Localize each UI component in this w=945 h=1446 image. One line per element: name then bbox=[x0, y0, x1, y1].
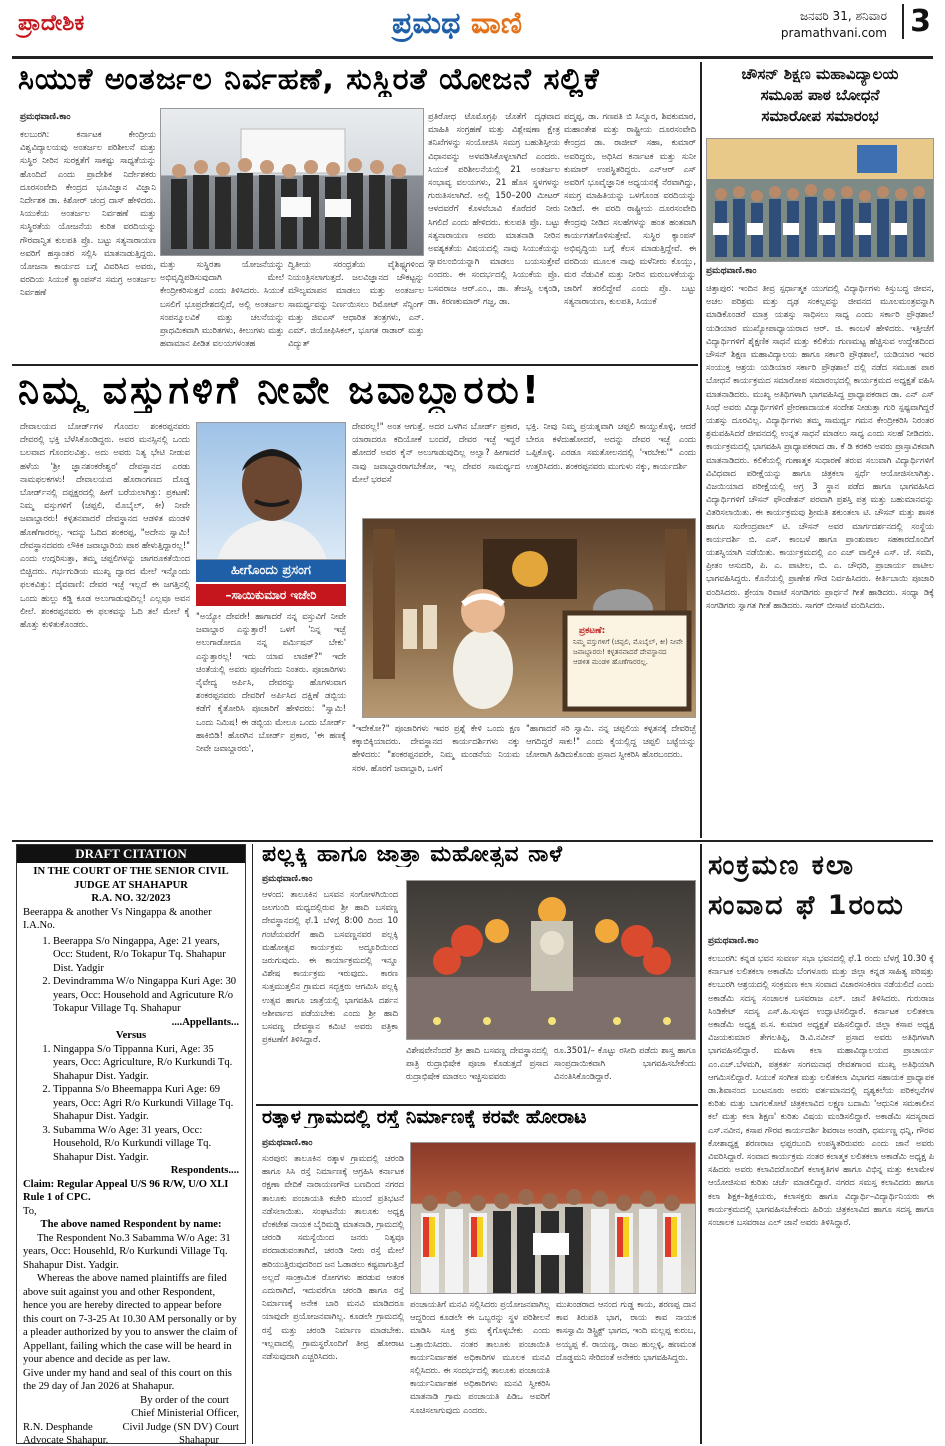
given-line: Give under my hand and seal of this court on this the 29 day of Jan 2026 at Shahapur. bbox=[23, 1367, 232, 1392]
story4-headline: ಪಲ್ಲಕ್ಕಿ ಹಾಗೂ ಜಾತ್ರಾ ಮಹೋತ್ಸವ ನಾಳೆ bbox=[262, 842, 564, 867]
section-label: ಪ್ರಾದೇಶಿಕ bbox=[18, 10, 85, 36]
right-column-divider bbox=[700, 62, 702, 838]
date-block bbox=[781, 8, 887, 42]
story1-col2: ಮತ್ತು ಸುಸ್ಥಿರತಾ ಯೋಜನೆಯನ್ನು ಅಭಿವೃದ್ಧಿಪಡಿಸುವುದಾಗಿ ಮೇಲೆ ಕೇಂದ್ರೀಕರಿಸುತ್ತದೆ ಎಂದು ತಿಳಿಸಿದರು. ಸಿಯುಕೆ ಬಸಲಿಗೆ ಭೂಪ್ರದೇಶದಲ್ಲಿದೆ, ಅಲ್ಲಿ ಅಂತರ್ಜಲ ಸಂಪನ್ಮೂಲವಿಕೆ ಮತ್ತು ಚಲನೆಯನ್ನು ಪ್ರಾಥಮಿಕವಾಗಿ ಮುರಿತಗಳು, ಕೀಲುಗಳು ಮತ್ತು ಹವಾಮಾನ ಪೀಡಿತ ವಲಯಗಳಂತಹ bbox=[160, 259, 284, 349]
case-number: R.A. NO. 32/2023 bbox=[91, 893, 171, 904]
story5-col2: ಪಂಚಾಯತಿಗೆ ಮನವಿ ಸಲ್ಲಿಸಿದರು ಪ್ರಯೋಜನವಾಗಿಲ್ಲ ಆದ್ದರಿಂದ ಕೂಡಲೇ ಈ ಒಬ್ಬರನ್ನು ಸ್ಥಳ ಪರಿಶೀಲನೆ ಮಾಡಿಸಿ ಸೂಕ್ತ ಕ್ರಮ ಕೈಗೊಳ್ಳಬೇಕು ಎಂದು ಒತ್ತಾಯಿಸಿದರು. ನಂತರ ತಾಲೂಕು ಪಂಚಾಯಿತಿ ಕಾರ್ಯನಿರ್ವಾಹಕ ಅಧಿಕಾರಿಗಳ ಮೂಲಕ ಮನವಿ ಸಲ್ಲಿಸಿದರು. ಈ ಸಂದರ್ಭದಲ್ಲಿ ತಾಲೂಕು ಪಂಚಾಯತಿ ಕಾರ್ಯನಿರ್ವಾಹಕ ಅಧಿಕಾರಿಗಳು ಮನವಿ ಸ್ವೀಕರಿಸಿ ಮಾತನಾಡಿ ಗ್ರಾಮ ಪಂಚಾಯತಿ ಪಿಡಿಒ ಅವರಿಗೆ ಸೂಚಿಸಲಾಗುವುದು ಎಂದರು. bbox=[410, 1299, 550, 1415]
website[interactable]: pramathvani.com bbox=[780, 26, 887, 40]
story6-body: ಕಲಬುರಗಿ: ಕನ್ನಡ ಭವನ ಸುವರ್ಣ ಸಭಾ ಭವನದಲ್ಲಿ ಫೆ.1 ರಂದು ಬೆಳಗ್ಗೆ 10.30 ಕ್ಕೆ ಕರ್ನಾಟಕ ಲಲಿತಕಲಾ ಅಕಾಡೆಮಿ ಬೆಂಗಳೂರು ಮತ್ತು ಜಿಲ್ಲಾ ಕನ್ನಡ ಸಾಹಿತ್ಯ ಪರಿಷತ್ತು ಕಲಬುರಗಿ ಆಶ್ರಯದಲ್ಲಿ ಸಂಕ್ರಮಣ ಕಲಾ ಸಂವಾದ ವಿಚಾರಸಂಕಿರಣ ನಡೆಯಲಿದೆ ಎಂದು ಅಕಾಡೆಮಿ ಸದಸ್ಯ ಸಂಚಾಲಕ ಬಸವರಾಜ ಎಲ್. ಜಾನೆ ತಿಳಿಸಿದರು. ಗುರುರಾಜ ಸಿಂಡಿಕೇಟ್ ಸದಸ್ಯ ಎಸ್.ಹಿ.ಸುಳ್ಳದ ಉದ್ಘಾಟಿಸಲಿದ್ದಾರೆ. ಕರ್ನಾಟಕ ಲಲಿತಕಲಾ ಅಕಾಡೆಮಿ ಅಧ್ಯಕ್ಷ ಪ.ಸ. ಕುಮಾರ ಅಧ್ಯಕ್ಷತೆ ವಹಿಸಲಿದ್ದಾರೆ. ಜಿಲ್ಲಾ ಕಸಾಪ ಅಧ್ಯಕ್ಷ ವಿಜಯಕುಮಾರ ತೇಗಲತಿಪ್ಪಿ, ಡಿ.ವಿ.ನವೀನ್ ಪ್ರಸಾದ ಅವರು ಅತಿಥಿಗಳಾಗಿ ಭಾಗವಹಿಸಲಿದ್ದಾರೆ. ಮಹಿಳಾ ಕಲಾ ಮಹಾವಿದ್ಯಾಲಯದ ಪ್ರಾಚಾರ್ಯ ಎಂ.ಎಚ್.ಬೆಳಮಗಿ, ಪತ್ರಕರ್ತ ಸಂಗಮನಾಥ ರೇವತಗಾಂವ ಮುಖ್ಯ ಅತಿಥಿಯಾಗಿ ಆಗಮಿಸಲಿದ್ದಾರೆ. ಸಿಯುಕೆ ಸಂಗೀತ ಮತ್ತು ಲಲಿತಕಲಾ ವಿಭಾಗದ ಸಹಾಯಕ ಪ್ರಾಧ್ಯಾಪಕ ಡಾ.ಶಿವಾನಂದ ಬಂಟನೂರು ಅವರು ವರ್ತಮಾನದಲ್ಲಿ ದೃಶ್ಯಕಲೆಯ ಪರಿಕಲ್ಪನೆಗಳ ಕುರಿತು ಮತ್ತು ಬಾಗಲಕೋಟೆ ಚಿತ್ರಕಲಾವಿದ ಲಕ್ಷ್ಮಣ ಬದಾಮಿ 'ಆಧುನಿಕ ಸಮಕಾಲೀನ ಕಲೆ ಮತ್ತು ಕಲಾ ಶಿಕ್ಷಣ' ಕುರಿತು ವಿಷಯ ಮಂಡಿಸಲಿದ್ದಾರೆ. ಅಕಾಡೆಮಿ ಸದಸ್ಯರಾದ ಎಸ್.ನವೀನ, ಕಸಾಪ ಗೌರವ ಕಾರ್ಯದರ್ಶಿ ಶಿವರಾಜ ಅಂಡಗಿ, ಧರ್ಮಣ್ಣ ಧನ್ನಿ, ಗೌರವ ಕೋಶಾಧ್ಯಕ್ಷ ಶರಣರಾಜ ಛಪ್ಪರಬಂದಿ ಉಪಸ್ಥಿತರಿರುವರು ಎಂದು ಜಾನೆ ಅವರು ವಿವರಿಸಿದ್ದಾರೆ. ಸಂವಾದ ಕಾರ್ಯಕ್ರಮ ನಂತರ ಕಲಾತ್ಮಕ ಲಲಿತಕಲಾ ಅಕಾಡೆಮಿ ಅಧ್ಯಕ್ಷ ಪಿ ಸಹಿದರು ಅವರು ಕಲಾವಿದರೊಂದಿಗೆ ಕಲಾಕೃತಿಗಳ ಹಾಗೂ ವಿಭಿನ್ನ ಮತ್ತು ಕಲಾಮೇಳ ಆಯೋಜಿಸುವ ಕುರಿತು ಚರ್ಚೆ ಮಾಡಲಿದ್ದಾರೆ. ನಗರದ ಸಮಸ್ತ ಕಲಾವಿದರು ಹಾಗೂ ಕಲಾ ಶಿಕ್ಷಕ–ಶಿಕ್ಷಕಿಯರು, ಕಲಾಸಕ್ತರು ಹಾಗೂ ವಿದ್ಯಾರ್ಥಿ–ವಿದ್ಯಾರ್ಥಿನಿಯರು ಈ ಕಾರ್ಯಕ್ರಮದಲ್ಲಿ ಭಾಗವಹಿಸಬೇಕೆಂದು ಹಿರಿಯ ಚಿತ್ರಕಲಾವಿದ ಹಾಗೂ ಸದಸ್ಯ ಹಾಗೂ ಸಂಚಾಲಕ ಬಸವರಾಜ ಎಲ್ ಜಾನೆ ಅವರು ತಿಳಿಸಿದ್ದಾರೆ. bbox=[708, 953, 934, 1228]
story3-col4: ಭಕ್ತಿ. ನೀವು ನಿಮ್ಮ ಪ್ರಯತ್ನವಾಗಿ ಚಪ್ಪಲಿ ಕಾಯ್ದುಕೊಳ್ಳಿ, ಆದರೆ ಬೇರೂ ಕಳೆದುಹೋದರೆ, ಅದನ್ನು ದೇವರ ಇಚ್ಛೆ ಎಂದು ಒಪ್ಪಿಕೊಳ್ಳಿ. ಎರಡೂ ಸಮತೋಲನದಲ್ಲಿ 'ಇರಬೇಕು'" ಎಂದು ಉತ್ತರಿಸಿದರು. ಶಂಕರಪ್ಪನವರು ಮುಗುಳು ನಕ್ಕು, ಕಾರ್ಯದರ್ಶಿ bbox=[526, 421, 696, 471]
column-name-badge: ಹೀಗೊಂದು ಪ್ರಸಂಗ bbox=[196, 560, 346, 582]
appellants-label: ....Appellants... bbox=[171, 1016, 239, 1028]
appellant-1: 1. Beerappa S/o Ningappa, Age: 21 years, Occ: Student, R/o Tokapur Tq. Shahapur Dist. Yadgir bbox=[53, 935, 239, 976]
story6-divider bbox=[700, 844, 702, 1444]
story4-col1: ಆಳಂದ: ತಾಲೂಕಿನ ಬಸವನ ಸಂಗೋಳಗಿಯಿಂದ ಜಲಗುಂದಿ ಮಧ್ಯದಲ್ಲಿರುವ ಶ್ರೀ ಹಾದಿ ಬಸವಣ್ಣ ದೇವಸ್ಥಾನದಲ್ಲಿ ಫೆ.1 ಬೆಳಿಗ್ಗೆ 8:00 ದಿಂದ 10 ಗಂಟೆಯವರೆಗೆ ಹಾದಿ ಬಸವಣ್ಣನವರ ಪಲ್ಲಕ್ಕಿ ಮಹೋತ್ಸವ ಕಾರ್ಯಕ್ರಮ ಅದ್ಧೂರಿಯಿಂದ ಜರುಗುವುದು. ಈ ಕಾರ್ಯಾಕ್ರಮದಲ್ಲಿ ಇನ್ನೂ ವಿಶೇಷ ಕಾರ್ಯಕ್ರಮ ಇರುವುದು. ಕಾರಣ ಸುತ್ತಮುತ್ತಲಿನ ಗ್ರಾಮದ ಸದ್ಭಕ್ತರು ಆಗಮಿಸಿ ಪಲ್ಲಕ್ಕಿ ಉತ್ಸವ ಹಾಗೂ ಜಾತ್ರೆಯಲ್ಲಿ ಭಾಗವಹಿಸಿ ದರ್ಶನ ಆಶೀರ್ವಾದ ಪಡೆಯಬೇಕು ಎಂದು ಶ್ರೀ ಹಾದಿ ಬಸವಣ್ಣ ದೇವಸ್ಥಾನ ಕಮಿಟಿ ಅವರು ಪತ್ರಿಕಾ ಪ್ರಕಟಣೆಗೆ ತಿಳಿಸಿದ್ದಾರೆ. bbox=[262, 889, 398, 1045]
court-name: IN THE COURT OF THE SENIOR CIVIL JUDGE AT SHAHAPUR bbox=[33, 866, 229, 891]
author-photo-art bbox=[197, 423, 346, 560]
appellant-2: 2. Devindramma W/o Ningappa Kuri Age: 30 years, Occ: Household and Agricuture R/o Tokapur Village Tq. Shahapur bbox=[53, 975, 239, 1016]
story1-byline: ಪ್ರಮಥವಾಣಿ.ಕಾಂ bbox=[20, 112, 71, 122]
story5-col1: ಸುರಪುರ: ತಾಲೂಕಿನ ರತ್ಕಾಳ ಗ್ರಾಮದಲ್ಲಿ ಚರಂಡಿ ಹಾಗೂ ಸಿಸಿ ರಸ್ತೆ ನಿರ್ಮಾಣಕ್ಕೆ ಆಗ್ರಹಿಸಿ ಕರ್ನಾಟಕ ರಕ್ಷಣಾ ವೇದಿಕೆ ನಾರಾಯಣಗೌಡ ಬಣದಿಂದ ನಗರದ ತಾಲೂಕು ಪಂಚಾಯತಿ ಕಚೇರಿ ಮುಂದೆ ಪ್ರತಿಭಟನೆ ನಡೆಸಲಾಯಿತು. ಸಂಘಟನೆಯ ತಾಲೂಕು ಅಧ್ಯಕ್ಷ ವೆಂಕಟೇಶ ನಾಯಕ ಬೈರಿಮಡ್ಡಿ ಮಾತನಾಡಿ, ಗ್ರಾಮದಲ್ಲಿ ಚರಂಡಿ ಸಮಸ್ಯೆಯಿಂದ ಜನರು ನಿತ್ಯವೂ ಪರದಾಡುವಂತಾಗಿದೆ, ಚರಂಡಿ ನೀರು ರಸ್ತೆ ಮೇಲೆ ಹರಿಯುತ್ತಿರುವುದರಿಂದ ಜನ ಓಡಾಡಲು ಕಷ್ಟವಾಗುತ್ತಿದೆ ಅಲ್ಲದೆ ಸಾಂಕ್ರಾಮಿಕ ರೋಗಗಳು ಹರಡುವ ಆತಂಕ ಎದುರಾಗಿದೆ, ಇದುವರೆಗೂ ಚರಂಡಿ ಹಾಗೂ ರಸ್ತೆ ನಿರ್ಮಾಣಕ್ಕೆ ಅನೇಕ ಬಾರಿ ಮನವಿ ಮಾಡಿದರೂ ಯಾವುದೇ ಪ್ರಯೋಜನವಾಗಿಲ್ಲ. ಕೂಡಲೇ ಗ್ರಾಮದಲ್ಲಿ ರಸ್ತೆ ಮತ್ತು ಚರಂಡಿ ನಿರ್ಮಾಣ ಮಾಡಬೇಕು. ಇಲ್ಲವಾದಲ್ಲಿ ಗ್ರಾಮಸ್ಥರೊಂದಿಗೆ ತೀವ್ರ ಹೋರಾಟ ನಡೆಸುವುದಾಗಿ ಎಚ್ಚರಿಸಿದರು. bbox=[262, 1153, 404, 1362]
notice-to: The above named Respondent by name: bbox=[40, 1219, 222, 1230]
story2-photo bbox=[706, 138, 934, 262]
story5-headline: ರತ್ಕಾಳ ಗ್ರಾಮದಲ್ಲಿ ರಸ್ತೆ ನಿರ್ಮಾಣಕ್ಕೆ ಕರವೇ ಹೋರಾಟ bbox=[262, 1106, 587, 1128]
story1-headline: ಸಿಯುಕೆ ಅಂತರ್ಜಲ ನಿರ್ವಹಣೆ, ಸುಸ್ಥಿರತೆ ಯೋಜನೆ ಸಲ್ಲಿಕೆ bbox=[18, 62, 600, 97]
story6-headline bbox=[708, 846, 934, 926]
story4-col2: ವಿಶೇಷವೇನೆಂದರೆ ಶ್ರೀ ಹಾದಿ ಬಸವಣ್ಣ ದೇವಸ್ಥಾನದಲ್ಲಿ ಪಾತ್ರಿ ರುದ್ರಾಭಿಷೇಕ ಪೂಜಾ ಕೊಡುತ್ತದೆ ಪ್ರಸಾದ ರುದ್ರಾಭಿಷೇಕ ಮಾಡಲು ಇಚ್ಚಿಸುವವರು bbox=[406, 1045, 548, 1082]
officer: Chief Ministerial Officer, bbox=[131, 1408, 239, 1419]
court-place: Shahapur bbox=[178, 1435, 219, 1446]
story3-col6: "ಹಾಗಾದರೆ ಸರಿ ಸ್ವಾಮಿ. ನನ್ನ ಚಪ್ಪಲಿಯ ಕಳ್ಳತನಕ್ಕೆ ದೇವರಿಚ್ಛೆ ಆಗದಿದ್ದರೆ ಸಾಕು!" ಎಂದು ಕೈಯಲ್ಲಿದ್ದ ಚಪ್ಪಲಿ ಬಟ್ಟೆಯನ್ನು ಜೋರಾಗಿ ಹಿಡಿದುಕೊಂಡು ಪ್ರಸಾದ ಸ್ವೀಕರಿಸಿ ಹೊರಬಂದರು. bbox=[526, 723, 696, 760]
story1-col4: ಪ್ರತಿರೋಧ ಟೊಮೊಗ್ರಫಿ ಜೊತೆಗೆ ದೃಢವಾದ ಮಾಹಿತಿ ಸಂಗ್ರಹಣೆ ಮತ್ತು ವಿಶ್ಲೇಷಣಾ ಕ್ಷೇತ್ರ ತನಿಖೆಗಳನ್ನು ಸಂಯೋಜಿಸಿ ಸಮಗ್ರ ಬಹುಶಿಸ್ತೀಯ ವಿಧಾನವನ್ನು ಅಳವಡಿಸಿಕೊಳ್ಳಲಾಗಿದೆ ಎಂದರು. ಸಿಯುಕೆ ಪರಿಶೀಲನೆಯಲ್ಲಿ 21 ಅಂತರ್ಜಲ ಸಂಭಾವ್ಯ ವಲಯಗಳು, 21 ಹೊಸ ಸ್ಥಳಗಳನ್ನು ಗುರುತಿಸಲಾಗಿದೆ. ಅಲ್ಲಿ 150–200 ಮೀಟರ್ ಆಳದವರೆಗೆ ಕೊಳವೆಬಾವಿ ಕೊರೆದರೆ ನೀರು ಸಿಗಲಿದೆ ಎಂದು ಹೇಳಿದರು. ಕುಲಪತಿ ಪ್ರೊ. ಬಟ್ಟು ಸತ್ಯನಾರಾಯಣ ಅವರು ಮಾತನಾಡಿ ನೀರಿನ ಅವಶ್ಯಕತೆಯ ವಿಷಯದಲ್ಲಿ ನಾವು ಸಿಯುಕೆಯನ್ನು ಸ್ವಾವಲಂಬಿಯನ್ನಾಗಿ ಮಾಡಲು ಬಯಸುತ್ತೇವೆ ಎಂದರು. ಈ ಸಂದರ್ಭದಲ್ಲಿ ಸಿಯುಕೆಯ ಪ್ರೊ. ಬಸವರಾಜ ಆರ್.ಎಂ., ಡಾ. ತೇಜಸ್ವಿ ಲಕ್ಕಂಡಿ, ಡಾ. ಕಿರಣಕುಮಾರ್ ಗಜ್ಜ, ಡಾ. bbox=[428, 111, 560, 306]
story6-headline-l2: ಸಂವಾದ ಫೆ 1ರಂದು bbox=[708, 890, 905, 921]
story3-illustration bbox=[362, 518, 696, 718]
page-number: 3 bbox=[902, 4, 931, 39]
citation-body: Whereas the above named plaintiffs are filed above suit against you and other Respondent, hence you are hereby directed to appear before this court on 7-3-25 At 10.30 AM personally or by a pleader authorized by you to answer the claim of Appellant, failing which the case will be heard in your abence and decide as per law. bbox=[23, 1273, 238, 1365]
story5-photo bbox=[410, 1142, 696, 1294]
issue-date: ಜನವರಿ 31, ಶನಿವಾರ bbox=[799, 9, 887, 23]
sign-body: ನಿಮ್ಮ ವಸ್ತುಗಳಿಗೆ (ಚಪ್ಪಲಿ, ಮೊಬೈಲ್, ಕೀ) ನೀವೇ ಜವಾಬ್ದಾರರು! ಕಳ್ಳತನವಾದರೆ ದೇವಸ್ಥಾನದ ಆಡಳಿತ ಮಂಡಳಿ ಹೊಣೆಗಾರರಲ್ಲ. bbox=[573, 638, 683, 666]
respondent-2: 2. Tippanna S/o Bheemappa Kuri Age: 69 years, Occ: Agri R/o Kurkundi Village Tq. Shahapur Dist. Yadgir. bbox=[53, 1083, 239, 1124]
story2-byline: ಪ್ರಮಥವಾಣಿ.ಕಾಂ bbox=[706, 266, 757, 276]
respondent-3: 3. Subamma W/o Age: 31 years, Occ: Household, R/o Kurkundi village Tq. Shahapur Dist. Yadgir. bbox=[53, 1124, 239, 1165]
sign-heading: ಪ್ರಕಟಣೆ: bbox=[579, 626, 606, 636]
story3-col1: ದೇವಾಲಯದ ಬೋರ್ಡ್‌ಗಳ ಗೊಂದಲ ಶಂಕರಪ್ಪನವರು ದೇವರಲ್ಲಿ ಭಕ್ತಿ ಬೆಳೆಸಿಕೊಂಡಿದ್ದರು. ಅವರ ಮನಸ್ಸಿನಲ್ಲಿ ಒಂದು ಬಲವಾದ ಗೊಂದಲವಿತ್ತು. ಅದು ಅವರು ನಿತ್ಯ ಭೇಟಿ ನೀಡುವ ಹಳೆಯ 'ಶ್ರೀ ಜ್ಞಾನಶಂಕರೇಶ್ವರ' ದೇವಸ್ಥಾನದ ಎರಡು ನಾಮಫಲಕಗಳು! ದೇವಾಲಯದ ಹೊರಾಂಗಣದ ದೊಡ್ಡ ಬೋರ್ಡ್‌ನಲ್ಲಿ ದಪ್ಪಕ್ಷರದಲ್ಲಿ ಹೀಗೆ ಬರೆಯಲಾಗಿತ್ತು: ಪ್ರಕಟಣೆ: ನಿಮ್ಮ ವಸ್ತುಗಳಿಗೆ (ಚಪ್ಪಲಿ, ಮೊಬೈಲ್, ಕೀ) ನೀವೇ ಜವಾಬ್ದಾರರು! ಕಳ್ಳತನವಾದರೆ ದೇವಸ್ಥಾನದ ಆಡಳಿತ ಮಂಡಳಿ ಹೊಣೆಗಾರರಲ್ಲ. ಇದನ್ನು ಓದಿದ ಶಂಕರಪ್ಪ, "ಅದೇನು ಸ್ವಾಮಿ! ದೇವಸ್ಥಾನದವರು ಲೌಕಿಕ ಜವಾಬ್ದಾರಿಯ ಪಾಠ ಹೇಳುತ್ತಿದ್ದಾರಲ್ಲ!" ಎಂದು ಉದ್ಗರಿಸುತ್ತಾ, ತಮ್ಮ ಚಪ್ಪಲಿಗಳನ್ನು ಜಾಗರೂಕತೆಯಿಂದ ಬಿಚ್ಚಿದರು. ಗರ್ಭಗುಡಿಯ ಮುಖ್ಯ ದ್ವಾರದ ಮೇಲೆ ಇನ್ನೊಂದು ಫಲಕವಿತ್ತು: ದೈವವಾಣಿ: ದೇವರ ಇಚ್ಛೆ ಇಲ್ಲದೆ ಈ ಜಗತ್ತಿನಲ್ಲಿ ಒಂದು ಹುಲ್ಲು ಕಡ್ಡಿ ಕೂಡ ಅಲುಗಾಡುವುದಿಲ್ಲ! ಎಲ್ಲವೂ ಅವನ ಲೀಲೆ. ಶಂಕರಪ್ಪನವರು ಈ ಫಲಕವನ್ನು ಓದಿ ತಲೆ ಮೇಲೆ ಕೈ ಹೊತ್ತು ಕುಳಿತುಕೊಂಡರು. bbox=[20, 421, 190, 630]
story2-body: ಚಿತ್ತಾಪುರ: ಇಂದಿನ ತೀವ್ರ ಸ್ಪರ್ಧಾತ್ಮಕ ಯುಗದಲ್ಲಿ ವಿದ್ಯಾರ್ಥಿಗಳು ಕಿಸ್ತುಬದ್ಧ ಜೀವನ, ಅಚಲ ಪರಿಶ್ರಮ ಮತ್ತು ದೃಢ ಸಂಕಲ್ಪವನ್ನು ಜೀವನದ ಮೂಲಮಂತ್ರವನ್ನಾಗಿ ಮಾಡಿಕೊಂಡರೆ ಮಾತ್ರ ಯಶಸ್ಸು ಸಾಧಿಸಲು ಸಾಧ್ಯ ಎಂದು ಸರ್ಕಾರಿ ಪ್ರೌಢಶಾಲೆ ಯಡಿಯಾರ ಮುಖ್ಯೋಪಾಧ್ಯಾಯರಾದ ಆರ್. ಜಿ. ಕಾಂಬಳೆ ಹೇಳಿದರು. ಇತ್ತೀಚೆಗೆ ವಿದ್ಯಾರ್ಥಿಗಳಿಗೆ ಶೈಕ್ಷಣಿಕ ಸಾಧನೆ ಮತ್ತು ಕಲಿಕೆಯ ಗುಣಮಟ್ಟ ಹೆಚ್ಚಿಸುವ ಉದ್ದೇಶದಿಂದ ಚೌಸನ್ ಶಿಕ್ಷಣ ಮಹಾವಿದ್ಯಾಲಯ ಹಾಗೂ ಸರ್ಕಾರಿ ಪ್ರೌಢಶಾಲೆ, ಯಡಿಯಾರ ಇವರ ಸಂಯುಕ್ತ ಆಶ್ರಯ ಯಡಿಯಾರ ಸರ್ಕಾರಿ ಪ್ರೌಢಶಾಲೆ ದಲ್ಲಿ ನಡೆದ ಸಮೂಹ ಪಾಠ ಬೋಧನೆ ಕಾರ್ಯಕ್ರಮದ ಸಮಾರೋಪ ಸಮಾರಂಭದಲ್ಲಿ ಕಾರ್ಯಕ್ರಮದ ಅಧ್ಯಕ್ಷತೆ ವಹಿಸಿ ಮಾತನಾಡಿದರು. ಮುಖ್ಯ ಅತಿಥಿಗಳಾಗಿ ಭಾಗವಹಿಸಿದ್ದ ಪ್ರಾಧ್ಯಾಪಕರಾದ ಡಾ. ಎನ್ ಎಸ್ ಸಿಂಧೆ ಅವರು ವಿದ್ಯಾರ್ಥಿಗಳಿಗೆ ಪ್ರೇರಣಾದಾಯಕ ಸಂದೇಶ ನೀಡುತ್ತಾ ಗುರಿ ಸ್ಪಷ್ಟವಾಗಿದ್ದರೆ ಯಶಸ್ಸು ದೂರವಿಲ್ಲ. ವಿದ್ಯಾರ್ಥಿಗಳು ತಮ್ಮ ಸಾಮರ್ಥ್ಯ ಗಮನ ಕೇಂದ್ರೀಕರಿಸಿ ನಿರಂತರ ಶ್ರಮವಹಿಸಿದರೆ ಜೀವನದಲ್ಲಿ ಉನ್ನತ ಸಾಧನೆ ಮಾಡಲು ಸಾಧ್ಯ ಎಂದು ಸಲಹೆ ನೀಡಿದರು. ಕಾರ್ಯಕ್ರಮದಲ್ಲಿ ಭಾಗವಹಿಸಿ ಪ್ರಾಧ್ಯಾಪಕರಾದ ಡಾ. ಕೆ ಡಿ ಕರಕರಿ ಅವರು ಪ್ರಾಸ್ತಾವಿಕವಾಗಿ ಮಾತನಾಡಿದರು. ಕಲಿಕೆಯಲ್ಲಿ ಗುಣಾತ್ಮಕ ಸುಧಾರಣೆ ತರುವ ಸಲುವಾಗಿ ವಿದ್ಯಾರ್ಥಿಗಳಿಗೆ ವಿವಿಧವಾದ ಪರೀಕ್ಷೆಯನ್ನು ಹಾಗೂ ಚಿತ್ರಕಲಾ ಸ್ಪರ್ಧೆ ಆಯೋಜಿಸಲಾಗಿತ್ತು. ವಿಜಯಿಯಾದ ಪರೀಕ್ಷೆಯಲ್ಲಿ ಅಗ್ರ 3 ಸ್ಥಾನ ಪಡೆದ ಹಾಗೂ ಭಾಗವಹಿಸಿದ ವಿದ್ಯಾರ್ಥಿಗಳಿಗೆ ಚೌಸನ್ ಫೌಂಡೇಶನ್ ಪರವಾಗಿ ಪ್ರಶಸ್ತಿ ಪತ್ರ ಮತ್ತು ಬಹುಮಾನವನ್ನು ವಿತರಿಸಲಾಯಿತು. ಈ ಕಾರ್ಯಕ್ರಮವು ಶ್ರೀಮತಿ ಶಕುಂತಲಾ ಟಿ. ಚೌಸನ್ ಮತ್ತು ಶಾಸಕ ಹಾಗೂ ಸುರೇಂದ್ರಪಾಲ್ ಟಿ. ಚೌಸನ್ ಅವರ ಮಾರ್ಗದರ್ಶನದಲ್ಲಿ ಸಂಸ್ಥೆಯ ಕಾರ್ಯದರ್ಶಿ ಬಿ. ಎಸ್. ಕಾಂಬಳೆ ಹಾಗೂ ಪ್ರಾಂಶುಪಾಲ ಸಹಕಾರದೊಂದಿಗೆ ಯಶಸ್ವಿಯಾಗಿ ನಡೆಯಿತು. ಕಾರ್ಯಕ್ರಮದಲ್ಲಿ ಎಂ ಎಚ್ ವಾಲ್ಮೀಕಿ ಎಸ್. ಜೆ. ಸವದಿ, ಪ್ರೀತಂ ಆಸುದರಿ, ಪಿ. ಎ. ಪಾಟೀಲ, ಬಿ. ಎ. ಚೌಧರಿ, ಪ್ರಾಚಾರ್ಯ ಪಾಟೀಲ ಭಾಗವಹಿಸಿದ್ದರು. ಕೊನೆಯಲ್ಲಿ ಪ್ರಾಣೇಶ ಗೌಡ ನಿರ್ವಹಿಸಿದರು. ಕೀರ್ತಿಬಾಯಿ ಪೂಜಾರಿ ವಂದಿಸಿದರು. ಶ್ರೇಯಾ ರಿವಾಟೆ ಸಂಗಡಿಗರು ಪ್ರಾರ್ಥನೆ ಗೀತೆ ಹಾಡಿದರು. ಸಂಧ್ಯಾ ಡಿಕ್ಕೆ ಸಂಗಡಿಗರು ಸ್ವಾಗತ ಗೀತೆ ಹಾಡಿದರು. ಸಾಗರ್ ಬೀಸಾಟೆ ವಂದಿಸಿದರು. bbox=[706, 283, 934, 610]
author-byline: –ಸಾಯಿಕುಮಾರ ಇಜೇರಿ bbox=[196, 584, 346, 606]
story2-headline bbox=[706, 64, 934, 127]
story1-col3: ದ್ವಿತೀಯ ಸರಂಧ್ರತೆಯ ವೈಶಿಷ್ಟ್ಯಗಳಿಂದ ನಿಯಂತ್ರಿಸಲಾಗುತ್ತದೆ. ಜಲವಿಜ್ಞಾನದ ಚೌಕಟ್ಟನ್ನು ಮೌಲ್ಯಮಾಪನ ಮಾಡಲು ಮತ್ತು ಅಂತರ್ಜಲ ಸಾಮರ್ಥ್ಯವನ್ನು ನಿರ್ಣಯಿಸಲು ರಿಮೋಟ್ ಸೆನ್ಸಿಂಗ್ ಮತ್ತು ಜಿಐಎಸ್ ಆಧಾರಿತ ತಂತ್ರಗಳು, ಎನ್. ಎಮ್. ಜಿಯೋಫಿಸಿಕಲ್, ಭೂಗತ ರಾಡಾರ್ ಮತ್ತು ವಿದ್ಯುತ್ bbox=[288, 259, 424, 349]
story5-col3: ಮುಖಂಡರಾದ ಆನಂದ ಗುಡ್ಡ ಕಾಯ, ಶರಣಪ್ಪ ದಾನ ಕಾವ ತಿರುಪತಿ ಭಾಗ, ರಾಯ ಕಾವ ನಾಯಕ ಕಾಸಸ್ವಾಮಿ ಡಿಸ್ಟ್ರಿಕ್ಟ್ ಭಾಗದ, ಇಂದಿ ಮಲ್ಲಪ್ಪ ಕುರುಬ, ಅಯ್ಯಪ್ಪ ಕೆ. ರಾಯಣ್ಣ, ರಾಜು ಹುಲ್ಲಳ್ಳಿ, ಹಣಮಂತ ದೊಡ್ಡಮನಿ ಸೇರಿದಂತೆ ಅನೇಕರು ಭಾಗವಹಿಸಿದ್ದರು. bbox=[556, 1299, 696, 1362]
header-rule bbox=[12, 56, 933, 59]
story2-headline-l1: ಚೌಸನ್ ಶಿಕ್ಷಣ ಮಹಾವಿದ್ಯಾಲಯ bbox=[741, 65, 899, 83]
story1-col5: ಪದ್ಮಪ್ಪ, ಡಾ. ಗಣಪತಿ ಬಿ ಸಿನ್ನೂರ, ಶಿವಕುಮಾರ, ಮಹಾಂತೇಶ ಮತ್ತು ರಾಷ್ಟ್ರೀಯ ದೂರಸಂವೇದಿ ಕೇಂದ್ರದ ಡಾ. ರಾಜೀವ್ ಸಹಾ, ಕುಮಾರ್ ಅವರಿದ್ದರು, ಅಧಿಸಿದ ಕರ್ನಾಟಕ ಮತ್ತು ಸುನೀ ಕುಮಾರ್ ಉಪಸ್ಥಿತರಿದ್ದರು. ಎನ್ಆರ್ ಎಸ್ ಅವರಿಗೆ ಭೂವೈಜ್ಞಾನಿಕ ಅಧ್ಯಯನಕ್ಕೆ ನೆರವಾಗಿದ್ದು, ಸಮಗ್ರ ಮಾಹಿತಿಯನ್ನು ಒಳಗೊಂಡ ವರದಿಯನ್ನು ನೀಡಿದೆ. ಈ ವರದಿ ರಾಷ್ಟ್ರೀಯ ದೂರಸಂವೇದಿ ಕೇಂದ್ರವು ನೀಡಿದ ಸಲಹೆಗಳನ್ನು ಹಂತ ಹಂತವಾಗಿ ಕಾರ್ಯಗತಗೊಳಿಸುತ್ತೇವೆ. ಸುಸ್ಥಿರ ಕ್ಯಾಂಪಸ್ ಅಭಿವೃದ್ಧಿಯ ಬಗ್ಗೆ ಕೆಲಸ ಮಾಡುತ್ತಿದ್ದೇವೆ. ಈ ವರದಿಯ ಮೂಲಕ ನಾವು ಮಳೆನೀರು ಕೊಯ್ಲು, ಮರ ನೆಡುವಿಕೆ ಮತ್ತು ನೀರಿನ ಮರುಬಳಕೆಯನ್ನು ಜಾರಿಗೆ ತರಲಿದ್ದೇವೆ ಎಂದು ಪ್ರೊ. ಬಟ್ಟು ಸತ್ಯನಾರಾಯಣ, ಕುಲಪತಿ, ಸಿಯುಕೆ bbox=[564, 111, 696, 306]
story3-col3: ದೇವರಲ್ಲ!" ಅಂತ ಆಗುತ್ತೆ. ಅದರ ಒಳಗಿನ ಬೋರ್ಡ್ ಪ್ರಕಾರ, ಯಾರಾದರೂ ಕದಿಯೋಕೆ ಬಂದರೆ, ದೇವರ ಇಚ್ಛೆ ಇದ್ದರೆ ಹೋದರೆ ಅವರ ಕೈನ್ ಅಲುಗಾಡುವುದಿಲ್ಲ ಅಲ್ವಾ? ಹೀಗಾದರೆ ನಾವು ಜವಾಬ್ದಾರರಾಗಬೇಕೋ, ಇಲ್ಲ ದೇವರ ಸಾಮರ್ಥ್ಯದ ಮೇಲೆ ಭರವಸೆ bbox=[352, 421, 520, 484]
story2-headline-l3: ಸಮಾರೋಪ ಸಮಾರಂಭ bbox=[761, 107, 879, 125]
court-title: Civil Judge (SN DV) Court bbox=[122, 1421, 239, 1433]
case-parties: Beerappa & another Vs Ningappa & another bbox=[23, 906, 212, 918]
story1-col1: ಕಲಬುರಗಿ: ಕರ್ನಾಟಕ ಕೇಂದ್ರೀಯ ವಿಶ್ವವಿದ್ಯಾಲಯವು ಅಂತರ್ಜಲ ಪರಿಶೀಲನೆ ಮತ್ತು ಸುಸ್ಥಿರ ನೀರಿನ ಸುರಕ್ಷತೆಗೆ ಸಾಕಷ್ಟು ಸಾಧ್ಯತೆಯನ್ನು ಹೊಂದಿದೆ ಎಂದು ಪ್ರಾದೇಶಿಕ ನಿರ್ದೇಶಕರು ದೂರಸಂವೇದಿ ಕೇಂದ್ರದ ಭೂವಿಜ್ಞಾನ ವಿಜ್ಞಾನಿ ನಿರ್ದೇಶಕ ಡಾ. ಕಿಶೋರ್ ಚಂದ್ರ ದಾಸ್ ಹೇಳಿದರು. ಸಿಯುಕೆಯ ಅಂತರ್ಜಲ ನಿರ್ವಹಣೆ ಮತ್ತು ಸುಸ್ಥಿರತೆಯ ಯೋಜನೆಯ ಕುರಿತ ವರದಿಯನ್ನು ಗೌರವಾನ್ವಿತ ಕುಲಪತಿ ಪ್ರೊ. ಬಟ್ಟು ಸತ್ಯನಾರಾಯಣ ಅವರಿಗೆ ಹಸ್ತಾಂತರ ಸಲ್ಲಿಸಿ ಮಾತನಾಡುತ್ತಿದ್ದರು. ಯೋಜನಾ ಕಾರ್ಯದ ಬಗ್ಗೆ ವಿವರಿಸಿದ ಅವರು, ವರದಿಯ ಸಿಯುಕೆ ಕ್ಯಾಂಪಸ್‌ನ ಸಮಗ್ರ ಅಂತರ್ಜಲ ನಿರ್ವಹಣೆ bbox=[20, 129, 156, 298]
versus-label: Versus bbox=[115, 1030, 147, 1041]
story2-headline-l2: ಸಮೂಹ ಪಾಠ ಬೋಧನೆ bbox=[760, 86, 880, 104]
story4-photo-art bbox=[407, 881, 696, 1040]
story4-photo bbox=[406, 880, 696, 1040]
story6-headline-l1: ಸಂಕ್ರಮಣ ಕಲಾ bbox=[708, 850, 855, 881]
draft-citation-box bbox=[16, 844, 246, 1444]
story5-photo-art bbox=[411, 1143, 696, 1294]
story3-illustration-art bbox=[363, 519, 696, 718]
advocate-place: Advocate Shahapur. bbox=[23, 1435, 109, 1446]
story4-byline: ಪ್ರಮಥವಾಣಿ.ಕಾಂ bbox=[262, 874, 313, 884]
author-photo bbox=[196, 422, 346, 560]
story3-col5: "ಇದೇಕೋ?" ಪೂಜಾರಿಗಳು ಇವರ ಪ್ರಶ್ನೆ ಕೇಳಿ ಒಂದು ಕ್ಷಣ ಕಕ್ಕಾಬಿಕ್ಕಿಯಾದರು. ದೇವಸ್ಥಾನದ ಕಾರ್ಯದರ್ಶಿಗಳು ನಕ್ಕು ಹೇಳಿದರು: "ಶಂಕರಪ್ಪನವರೇ, ನಿಮ್ಮ ಮಂಡನೆಯ ನಿಯಮ ಸರಳ. ಹೊರಗೆ ಜವಾಬ್ದಾರಿ, ಒಳಗೆ bbox=[352, 723, 520, 773]
notice-person: The Respondent No.3 Sabamma W/o Age: 31 years, Occ: Househld, R/o Kurkundi Village Tq. Shahapur Dist. Yadgir. bbox=[23, 1232, 231, 1271]
story1-rule bbox=[12, 364, 698, 366]
sign-body-wrap bbox=[573, 637, 683, 707]
draft-citation-title: DRAFT CITATION bbox=[17, 845, 245, 863]
story1-photo bbox=[160, 108, 424, 256]
story2-photo-art bbox=[707, 139, 934, 262]
story5-byline: ಪ್ರಮಥವಾಣಿ.ಕಾಂ bbox=[262, 1138, 313, 1148]
to-line: To, bbox=[23, 1205, 37, 1217]
story3-col2: "ಅಯ್ಯೋ ದೇವರೇ! ಹಾಗಾದರೆ ನನ್ನ ವಸ್ತುವಿಗೆ ನೀವೇ ಜವಾಬ್ದಾರ ಎನ್ನುತ್ತಾರೆ! ಒಳಗೆ 'ನಿನ್ನ ಇಚ್ಛೆ ಅಲುಗಾಡೋದೂ ನನ್ನ ಪರ್ಮಿಷನ್ ಬೇಕು' ಎನ್ನುತ್ತಾರಲ್ಲ! ಇದು ಯಾವ ಲಾಜಿಕ್?" ಇದೇ ಚಿಂತೆಯಲ್ಲಿ ಅವರು ಪೂಜೆಗೆಂದು ನಿಂತರು. ಪೂಜಾರಿಗಳು ನೈವೇದ್ಯ ಅರ್ಪಿಸಿ, ದೇವರನ್ನು ಹೊಗಳುವಾಗ ಶಂಕರಪ್ಪನವರು ದೇವರಿಗೆ ಅರ್ಪಿಸಿದ ದಕ್ಷಿಣೆ ಡಬ್ಬಿಯ ಕಡೆಗೆ ಕೈತೋರಿಸಿ ಪೂಜಾರಿಗೆ ಹೇಳಿದರು: "ಸ್ವಾಮಿ! ಒಂದು ನಿಮಿಷ! ಈ ಡಬ್ಬಿಯ ಮೇಲೂ ಒಂದು ಬೋರ್ಡ್ ಹಾಕಿಬಿಡಿ! ಹೊರಗಿನ ಬೋರ್ಡ್ ಪ್ರಕಾರ, 'ಈ ಹಣಕ್ಕೆ ನೀವೇ ಜವಾಬ್ದಾರರು', bbox=[196, 611, 346, 754]
claim: Claim: Regular Appeal U/S 96 R/W, U/O XLI Rule 1 of CPC. bbox=[23, 1178, 229, 1203]
citation-divider bbox=[252, 844, 253, 1444]
respondents-label: Respondents.... bbox=[170, 1165, 239, 1176]
story6-byline: ಪ್ರಮಥವಾಣಿ.ಕಾಂ bbox=[708, 936, 759, 946]
masthead bbox=[392, 6, 522, 41]
order-by: By order of the court bbox=[140, 1394, 229, 1406]
respondent-1: 1. Ningappa S/o Tippanna Kuri, Age: 35 years, Occ: Agriculture, R/o Kurkundi Tq. Shahapur Dist. Yadgir. bbox=[53, 1043, 239, 1084]
story3-headline: ನಿಮ್ಮ ವಸ್ತುಗಳಿಗೆ ನೀವೇ ಜವಾಬ್ದಾರರು! bbox=[18, 368, 543, 412]
ia-number: I.A.No. bbox=[23, 920, 56, 931]
story1-photo-art bbox=[161, 109, 424, 256]
story4-col3: ರೂ.3501/– ಕೊಟ್ಟು ರಸೀದಿ ಪಡೆದು ಶಾಸ್ತ್ರ ಹಾಗೂ ಸಾಂಪ್ರದಾಯಿಕವಾಗಿ ಭಾಗವಹಿಸಬೇಕೆಂದು ವಿನಂತಿಸಿಕೊಂಡಿದ್ದಾರೆ. bbox=[554, 1045, 696, 1082]
masthead-part-b: ವಾಣಿ bbox=[470, 6, 523, 41]
advocate-name: R.N. Desphande bbox=[23, 1421, 93, 1433]
masthead-part-a: ಪ್ರಮಥ bbox=[392, 6, 461, 41]
